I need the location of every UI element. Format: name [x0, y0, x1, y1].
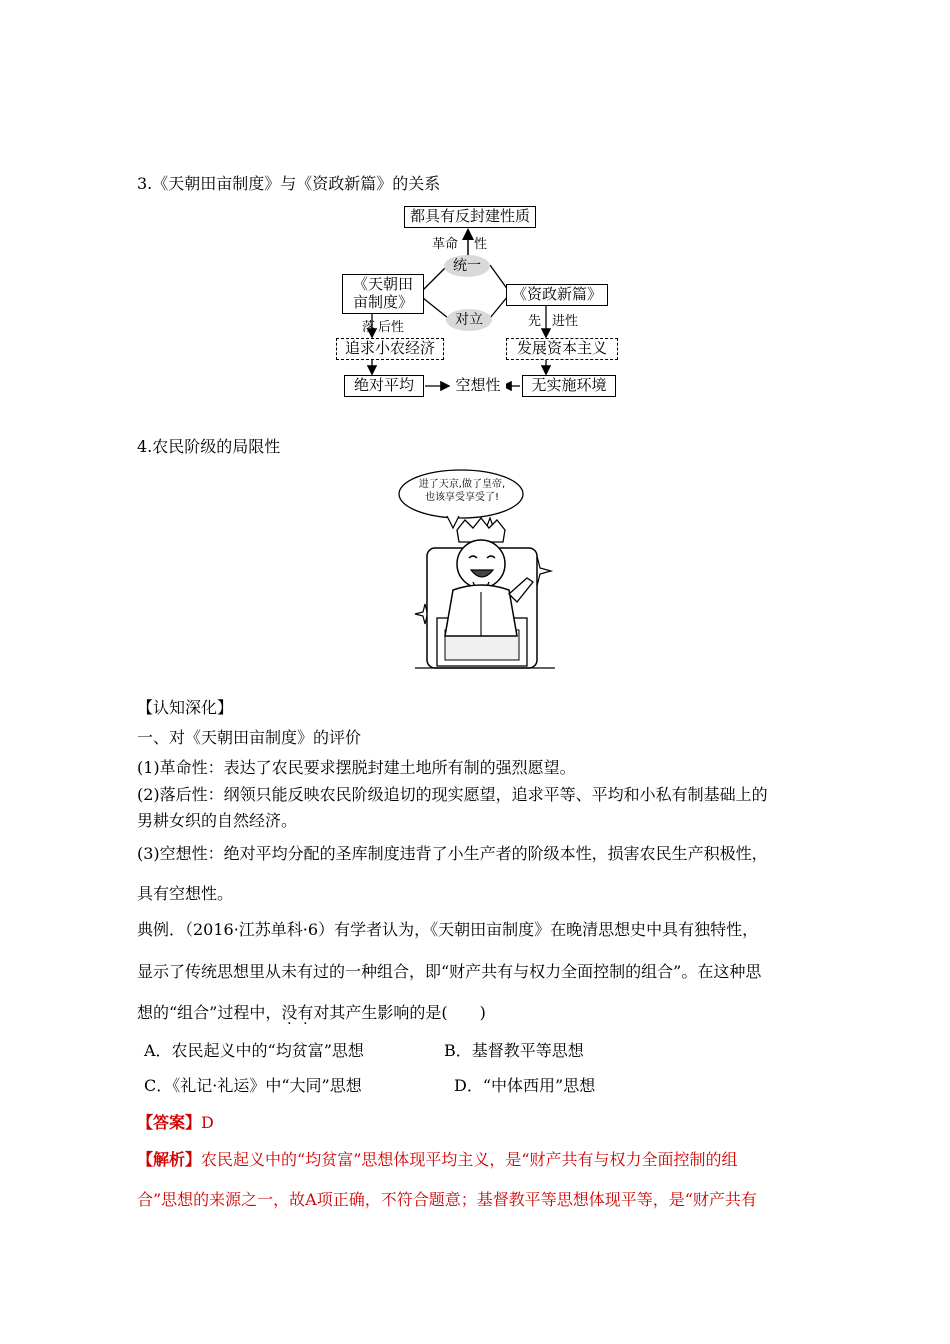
- bottom-center-label: 空想性: [450, 376, 506, 396]
- unity-oval: 统一: [444, 255, 490, 277]
- speech-line2: 也该享受享受了!: [424, 492, 499, 503]
- point3-line2: 具有空想性。: [137, 884, 234, 903]
- emphasis-char-2: 有: [297, 1003, 314, 1022]
- section3-title: 3.《天朝田亩制度》与《资政新篇》的关系: [137, 174, 441, 193]
- left-dashed-box: 追求小农经济: [336, 338, 444, 360]
- analysis-line1: [137, 1150, 738, 1170]
- up-label-left: 革命: [432, 237, 459, 252]
- eval-heading: 一、对《天朝田亩制度》的评价: [137, 728, 362, 747]
- emphasis-char-1: 没: [281, 1003, 298, 1022]
- relation-diagram: [330, 200, 630, 405]
- example-line3-post: 对其产生影响的是( ): [313, 1003, 486, 1022]
- right-down-label-a: 先: [528, 314, 542, 329]
- answer-label: 【答案】: [137, 1113, 202, 1132]
- up-label-right: 性: [474, 237, 488, 252]
- option-b: B．基督教平等思想: [444, 1041, 584, 1060]
- left-box: [342, 274, 424, 314]
- example-line3-pre: 想的“组合”过程中，: [137, 1003, 282, 1022]
- answer-line: [137, 1113, 214, 1133]
- speech-line1: 进了天京,做了皇帝,: [418, 479, 506, 490]
- option-a: A．农民起义中的“均贫富”思想: [144, 1041, 364, 1060]
- example-line2: 显示了传统思想里从未有过的一种组合，即“财产共有与权力全面控制的组合”。在这种思: [137, 962, 762, 981]
- deepen-heading: 【认知深化】: [137, 698, 234, 717]
- answer-value: D: [201, 1113, 214, 1132]
- example-line3: [137, 1003, 486, 1023]
- example-line1: 典例．（2016·江苏单科·6）有学者认为，《天朝田亩制度》在晚清思想史中具有独特性，: [137, 920, 759, 939]
- right-down-label-b: 进性: [552, 314, 579, 329]
- point2-line2: 男耕女织的自然经济。: [137, 811, 298, 830]
- left-down-label-b: 后性: [378, 320, 405, 335]
- point1: (1)革命性：表达了农民要求摆脱封建土地所有制的强烈愿望。: [137, 758, 576, 777]
- section4-title: 4.农民阶级的局限性: [137, 437, 281, 456]
- emperor-cartoon: [395, 468, 560, 678]
- speech-bubble-text: [407, 478, 517, 504]
- point2-line1: (2)落后性：纲领只能反映农民阶级追切的现实愿望，追求平等、平均和小私有制基础上的: [137, 785, 768, 804]
- analysis-label: 【解析】: [137, 1150, 202, 1169]
- opposition-oval: 对立: [446, 309, 492, 331]
- bottom-left-box: 绝对平均: [344, 375, 424, 397]
- analysis-text1: 农民起义中的“均贫富”思想体现平均主义，是“财产共有与权力全面控制的组: [201, 1150, 738, 1169]
- bottom-right-box: 无实施环境: [522, 375, 616, 397]
- left-down-label-a: 落: [362, 320, 376, 335]
- left-box-line2: 亩制度》: [352, 293, 413, 311]
- top-box: 都具有反封建性质: [404, 206, 536, 228]
- point3-line1: (3)空想性：绝对平均分配的圣库制度违背了小生产者的阶级本性，损害农民生产积极性，: [137, 844, 768, 863]
- left-box-line1: 《天朝田: [352, 275, 413, 293]
- analysis-line2: 合”思想的来源之一，故A项正确，不符合题意；基督教平等思想体现平等，是“财产共有: [137, 1190, 757, 1209]
- option-c: C．《礼记·礼运》中“大同”思想: [144, 1076, 362, 1095]
- right-box: 《资政新篇》: [506, 284, 608, 306]
- right-dashed-box: 发展资本主义: [506, 338, 618, 360]
- option-d: D．“中体西用”思想: [454, 1076, 596, 1095]
